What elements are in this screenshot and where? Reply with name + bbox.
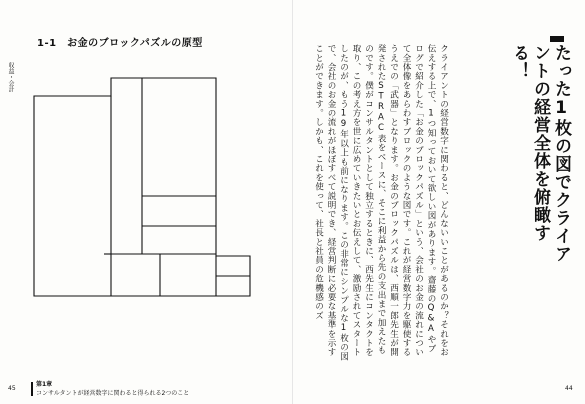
heading-accent-bar bbox=[550, 36, 564, 42]
chapter-marker-bar bbox=[31, 382, 33, 396]
section-heading: たった1枚の図でクライアントの経営全体を俯瞰する！ bbox=[509, 44, 571, 263]
page-number-right: 44 bbox=[565, 385, 573, 392]
chapter-label: 第1章 bbox=[36, 381, 53, 388]
chapter-title: コンサルタントが経営数字に関わると得られる2つのこと bbox=[36, 390, 190, 397]
figure-title: 1-1 お金のブロックパズルの原型 bbox=[37, 38, 203, 49]
page-number-left: 45 bbox=[8, 385, 16, 392]
money-block-puzzle-diagram bbox=[30, 68, 260, 308]
side-tab-label: 収益・会計 bbox=[7, 62, 14, 92]
body-text: クライアントの経営数字に関わると、どんないいことがあるのか？それをお伝えする上で、1つ知っておいて欲しい図があります。齋藤のQ&Aやブログで紹介した「お金のブロックパズル」という、会社のお金の流れについて全体像をあらわすブロックのような図です。これが経営数字力を駆使するうえでの「武器」となります。お金のブロックパズルは、西順一郎先生が開発されたSTRAC表をベースに、そこに利益から先の支出まで加えたものです。僕がコンサルタントとして独立するときに、西先生にコンタクトを取り、この考え方を世に広めていきたいとお伝えして、激励されてスタートしたのが、もう19年以上も前になります。この非常にシンプルな1枚の図で、会社のお金の流れがほぼすべて説明でき、経営判断に必要な基準を示すことができます。しかも、これを使って、社長と社員の危機感のズ bbox=[313, 44, 449, 361]
page-gutter bbox=[292, 0, 293, 404]
block-puzzle-svg bbox=[30, 68, 260, 308]
